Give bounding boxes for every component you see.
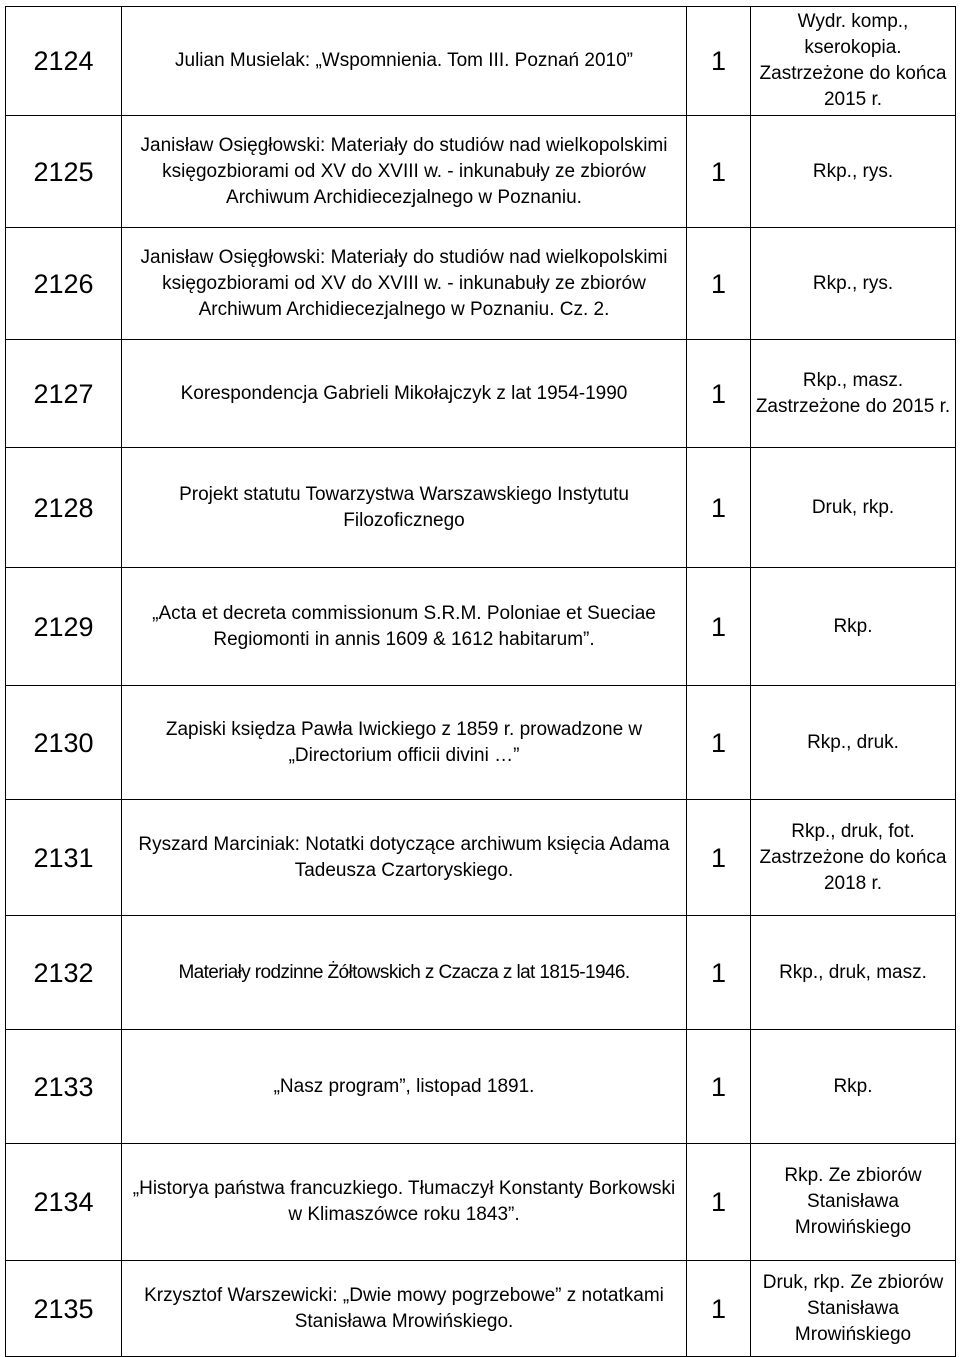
table-row <box>6 1030 956 1144</box>
row-notes: Rkp., rys. <box>751 228 956 340</box>
row-quantity: 1 <box>687 686 751 800</box>
row-quantity: 1 <box>687 1261 751 1357</box>
row-number: 2130 <box>6 686 122 800</box>
row-quantity: 1 <box>687 340 751 448</box>
row-title: Zapiski księdza Pawła Iwickiego z 1859 r. prowadzone w „Directorium officii divini …” <box>122 686 687 800</box>
table-row <box>6 800 956 916</box>
row-notes: Rkp., druk. <box>751 686 956 800</box>
row-quantity: 1 <box>687 1030 751 1144</box>
row-notes: Wydr. komp., kserokopia. Zastrzeżone do końca 2015 r. <box>751 7 956 116</box>
table-row <box>6 340 956 448</box>
table-row <box>6 916 956 1030</box>
row-number: 2135 <box>6 1261 122 1357</box>
row-number: 2133 <box>6 1030 122 1144</box>
row-notes: Rkp., druk, masz. <box>751 916 956 1030</box>
row-notes: Rkp. <box>751 568 956 686</box>
row-title: Janisław Osięgłowski: Materiały do studiów nad wielkopolskimi księgozbiorami od XV do XVIII w. - inkunabuły ze zbiorów Archiwum Archidiecezjalnego w Poznaniu. Cz. 2. <box>122 228 687 340</box>
table-row <box>6 568 956 686</box>
row-number: 2132 <box>6 916 122 1030</box>
row-number: 2124 <box>6 7 122 116</box>
table-row <box>6 228 956 340</box>
row-title: „Nasz program”, listopad 1891. <box>122 1030 687 1144</box>
row-quantity: 1 <box>687 448 751 568</box>
row-quantity: 1 <box>687 116 751 228</box>
catalog-table <box>5 6 956 1357</box>
row-notes: Rkp. <box>751 1030 956 1144</box>
row-title: Janisław Osięgłowski: Materiały do studiów nad wielkopolskimi księgozbiorami od XV do XVIII w. - inkunabuły ze zbiorów Archiwum Archidiecezjalnego w Poznaniu. <box>122 116 687 228</box>
row-notes: Druk, rkp. <box>751 448 956 568</box>
row-number: 2128 <box>6 448 122 568</box>
row-title: Krzysztof Warszewicki: „Dwie mowy pogrzebowe” z notatkami Stanisława Mrowińskiego. <box>122 1261 687 1357</box>
table-row <box>6 116 956 228</box>
row-title: „Historya państwa francuzkiego. Tłumaczył Konstanty Borkowski w Klimaszówce roku 1843”. <box>122 1144 687 1261</box>
row-quantity: 1 <box>687 7 751 116</box>
row-number: 2131 <box>6 800 122 916</box>
row-number: 2125 <box>6 116 122 228</box>
row-notes: Rkp., rys. <box>751 116 956 228</box>
row-notes: Rkp., druk, fot. Zastrzeżone do końca 2018 r. <box>751 800 956 916</box>
table-row <box>6 448 956 568</box>
row-title: Ryszard Marciniak: Notatki dotyczące archiwum księcia Adama Tadeusza Czartoryskiego. <box>122 800 687 916</box>
table-row <box>6 1144 956 1261</box>
table-row <box>6 686 956 800</box>
row-title: Julian Musielak: „Wspomnienia. Tom III. Poznań 2010” <box>122 7 687 116</box>
table-row <box>6 1261 956 1357</box>
table-row <box>6 7 956 116</box>
row-title: Materiały rodzinne Żółtowskich z Czacza z lat 1815-1946. <box>122 916 687 1030</box>
row-number: 2126 <box>6 228 122 340</box>
row-quantity: 1 <box>687 800 751 916</box>
row-title: Projekt statutu Towarzystwa Warszawskiego Instytutu Filozoficznego <box>122 448 687 568</box>
row-notes: Druk, rkp. Ze zbiorów Stanisława Mrowińskiego <box>751 1261 956 1357</box>
row-quantity: 1 <box>687 228 751 340</box>
row-number: 2134 <box>6 1144 122 1261</box>
row-quantity: 1 <box>687 916 751 1030</box>
row-quantity: 1 <box>687 1144 751 1261</box>
row-title: „Acta et decreta commissionum S.R.M. Poloniae et Sueciae Regiomonti in annis 1609 & 1612 habitarum”. <box>122 568 687 686</box>
row-number: 2127 <box>6 340 122 448</box>
row-number: 2129 <box>6 568 122 686</box>
row-notes: Rkp., masz. Zastrzeżone do 2015 r. <box>751 340 956 448</box>
row-title: Korespondencja Gabrieli Mikołajczyk z lat 1954-1990 <box>122 340 687 448</box>
row-quantity: 1 <box>687 568 751 686</box>
row-notes: Rkp. Ze zbiorów Stanisława Mrowińskiego <box>751 1144 956 1261</box>
